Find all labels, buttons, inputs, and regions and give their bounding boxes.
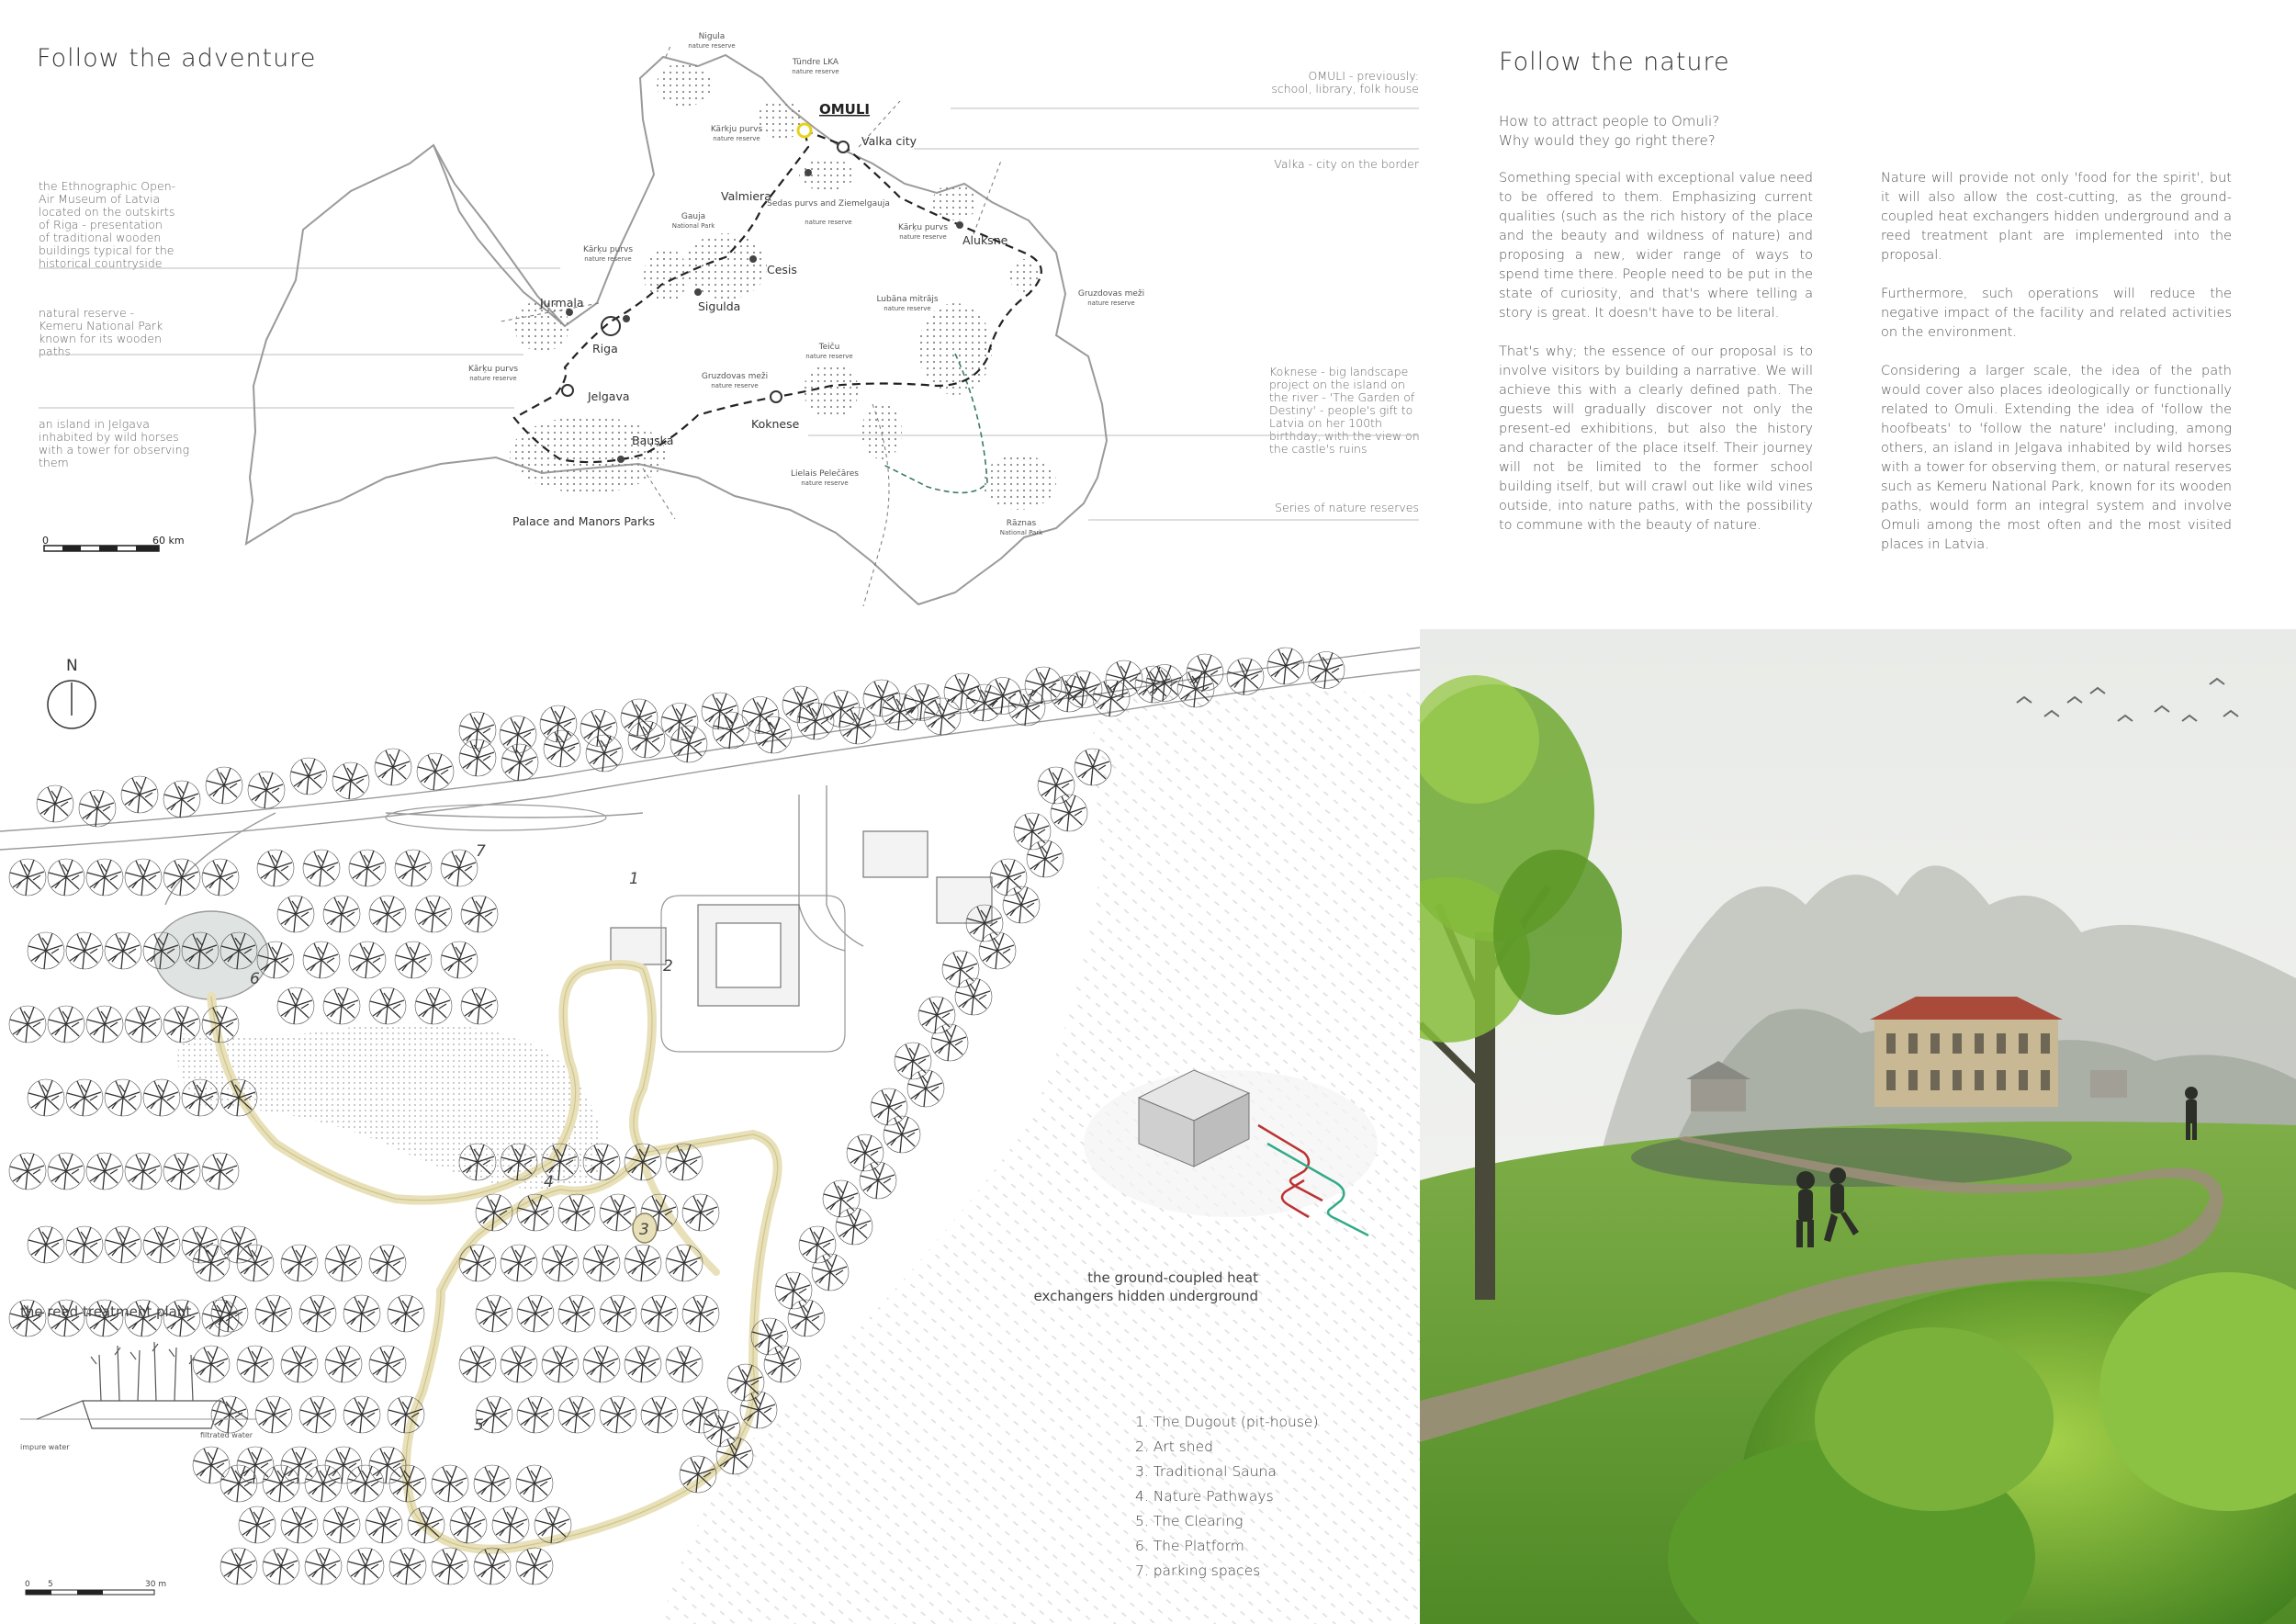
tree-symbol	[713, 712, 749, 749]
tree-symbol	[1025, 667, 1062, 704]
site-scale-c: 30 m	[145, 1580, 167, 1589]
tree-symbol	[501, 1346, 537, 1382]
tree-symbol	[884, 1116, 920, 1153]
tree-symbol	[600, 1194, 636, 1231]
tree-symbol	[125, 859, 162, 896]
tree-symbol	[303, 850, 340, 886]
tree-symbol	[323, 1506, 360, 1543]
legend-item-1: 1. The Dugout (pit-house)	[1135, 1414, 1319, 1430]
legend-item-2: 2. Art shed	[1135, 1438, 1213, 1455]
tree-symbol	[764, 1346, 801, 1382]
tree-symbol	[281, 1506, 318, 1543]
questions	[1499, 112, 1802, 151]
city-riga: Riga	[592, 342, 618, 355]
reserve-pelecares: Lielais Pelečāres	[791, 469, 859, 479]
tree-symbol	[666, 1346, 703, 1382]
pond	[1631, 1128, 2072, 1187]
tree-symbol	[257, 850, 294, 886]
omuli-label: OMULI	[819, 101, 870, 118]
tree-symbol	[625, 1346, 661, 1382]
tree-symbol	[415, 987, 452, 1024]
tree-symbol	[904, 684, 940, 721]
tree-symbol	[125, 1153, 162, 1190]
site-number-2: 2	[663, 957, 673, 976]
reserve-tundre-kind: nature reserve	[792, 68, 839, 75]
tree-symbol	[105, 1226, 141, 1263]
tree-symbol	[347, 1465, 384, 1502]
tree-symbol	[28, 932, 64, 969]
reserve-sedas-kind: nature reserve	[805, 219, 852, 226]
tree-symbol	[558, 1194, 595, 1231]
tree-symbol	[86, 1006, 123, 1043]
map-scale-zero: 0	[42, 535, 49, 547]
tree-symbol	[583, 1245, 620, 1281]
tree-symbol	[48, 1153, 84, 1190]
tree-symbol	[1106, 660, 1142, 697]
paragraph-1: Something special with exceptional value need to be offered to them. Emphasizing current qualities (such as the rich history of the place and the beauty and wildness of nature) and proposing a new, wider range of ways to spend time there. People need to be put in the state of curiosity, and that's where telling a story is great. It doesn't have to be literal.	[1499, 171, 1813, 321]
tree-symbol	[325, 1447, 362, 1483]
tree-symbol	[105, 1079, 141, 1116]
legend-item-3: 3. Traditional Sauna	[1135, 1463, 1277, 1480]
tree-symbol	[9, 1153, 46, 1190]
tree-symbol	[66, 1226, 103, 1263]
tree-symbol	[459, 1245, 496, 1281]
tree-symbol	[907, 1070, 944, 1107]
tree-symbol	[542, 1346, 579, 1382]
site-number-7: 7	[476, 842, 486, 861]
city-valka: Valka city	[861, 134, 917, 148]
city-koknese: Koknese	[751, 417, 800, 431]
tree-symbol	[474, 1465, 511, 1502]
north-label: N	[66, 657, 78, 675]
tree-symbol	[408, 1506, 445, 1543]
tree-symbol	[281, 1346, 318, 1382]
tree-symbol	[349, 942, 386, 978]
map-scale-bar	[42, 535, 185, 551]
note-kemeru: natural reserve - Kemeru National Park known for its wooden paths	[39, 306, 163, 358]
tree-symbol	[918, 997, 955, 1033]
tree-symbol	[492, 1506, 529, 1543]
reserve-nigula-kind: nature reserve	[688, 42, 736, 50]
tree-symbol	[944, 673, 981, 710]
site-number-6: 6	[250, 970, 260, 988]
tree-symbol	[459, 1346, 496, 1382]
nature-reserve-areas	[510, 62, 1056, 510]
tree-symbol	[255, 1295, 292, 1332]
tree-symbol	[303, 942, 340, 978]
tree-symbol	[621, 699, 658, 736]
reserve-karku-c: Kārķu purvs	[467, 365, 519, 374]
question-2: Why would they go right there?	[1499, 132, 1716, 149]
tree-symbol	[9, 1006, 46, 1043]
tree-symbol	[985, 678, 1021, 715]
tree-symbol	[332, 762, 369, 799]
tree-symbol	[415, 896, 452, 932]
tree-symbol	[836, 1208, 872, 1245]
tree-symbol	[775, 1272, 812, 1309]
tree-symbol	[395, 942, 432, 978]
legend-item-4: 4. Nature Pathways	[1135, 1488, 1274, 1505]
tree-symbol	[955, 978, 992, 1015]
reed-label: the reed treatment plant	[20, 1303, 192, 1320]
tree-symbol	[79, 790, 116, 827]
tree-symbol	[323, 987, 360, 1024]
tree-symbol	[600, 1295, 636, 1332]
reed-out-label: filtrated water	[200, 1431, 253, 1439]
tree-symbol	[641, 1396, 678, 1433]
tree-symbol	[641, 1295, 678, 1332]
site-scale-a: 0	[25, 1580, 30, 1589]
tree-symbol	[105, 932, 141, 969]
tree-symbol	[220, 1465, 257, 1502]
tree-symbol	[237, 1245, 274, 1281]
tree-symbol	[544, 730, 580, 767]
tree-symbol	[86, 859, 123, 896]
tree-symbol	[9, 859, 46, 896]
tree-symbol	[369, 987, 406, 1024]
tree-symbol	[395, 850, 432, 886]
tree-symbol	[476, 1295, 512, 1332]
tree-symbol	[299, 1396, 336, 1433]
tree-symbol	[248, 772, 285, 808]
note-nature-reserves: Series of nature reserves	[1275, 501, 1419, 514]
tree-symbol	[812, 1254, 849, 1291]
tree-symbol	[860, 1162, 896, 1199]
site-scale-b: 5	[48, 1580, 53, 1589]
map-scale-max: 60 km	[152, 535, 185, 547]
tree-symbol	[163, 1153, 200, 1190]
tree-symbol	[517, 1295, 554, 1332]
tree-symbol	[143, 1226, 180, 1263]
reserve-gruzdovas-a-kind: nature reserve	[1087, 299, 1135, 307]
main-route	[514, 130, 1041, 462]
tree-symbol	[755, 716, 792, 753]
tree-symbol	[143, 1079, 180, 1116]
tree-symbol	[305, 1465, 342, 1502]
city-valmiera: Valmiera	[721, 189, 771, 203]
tree-symbol	[277, 987, 314, 1024]
tree-symbol	[237, 1346, 274, 1382]
reserve-karkju-kind: nature reserve	[713, 135, 760, 142]
tree-symbol	[281, 1245, 318, 1281]
tree-symbol	[202, 859, 239, 896]
reserve-pelecares-kind: nature reserve	[801, 479, 849, 487]
tree-symbol	[788, 1300, 825, 1336]
tree-symbol	[388, 1295, 424, 1332]
tree-symbol	[703, 1410, 740, 1447]
site-number-3: 3	[639, 1221, 649, 1239]
nature-title: Follow the nature	[1499, 48, 1730, 76]
tree-symbol	[66, 1079, 103, 1116]
tree-symbol	[347, 1548, 384, 1585]
tree-symbol	[305, 1548, 342, 1585]
tree-symbol	[895, 1043, 931, 1079]
tree-symbol	[202, 1153, 239, 1190]
tree-symbol	[558, 1396, 595, 1433]
reserve-karku-b-kind: nature reserve	[584, 255, 632, 263]
tree-symbol	[501, 1245, 537, 1281]
tree-symbol	[323, 896, 360, 932]
site-scale-bar	[25, 1580, 166, 1595]
paragraph-4: Furthermore, such operations will reduce the negative impact of the facility and related activities on the environment.	[1881, 287, 2232, 340]
text-column-1	[1499, 169, 1813, 536]
reserve-karkju: Kärkju purvs	[710, 125, 763, 134]
paragraph-2: That's why; the essence of our proposal is to involve visitors by building a narrative. We will achieve this with a clearly defined path. The guests will gradually discover not only the present-ed exhibitions, but also the history and character of the place itself. Their journey will not be limited to the former school building itself, but will crawl out like wild vines outside, into nature paths, with the possibility to commune with the beauty of nature.	[1499, 344, 1813, 533]
reserve-gauja: Gauja	[681, 212, 706, 221]
reserve-teicu-kind: nature reserve	[805, 353, 853, 360]
tree-symbol	[516, 1465, 553, 1502]
tree-symbol	[517, 1396, 554, 1433]
tree-symbol	[500, 716, 536, 753]
tree-symbol	[661, 704, 698, 740]
tree-symbol	[441, 942, 478, 978]
tree-symbol	[86, 1153, 123, 1190]
tree-symbol	[742, 697, 779, 734]
city-jelgava: Jelgava	[588, 389, 630, 403]
landscape-render	[1420, 629, 2296, 1624]
tree-symbol	[366, 1506, 402, 1543]
tree-symbol	[299, 1295, 336, 1332]
note-koknese: Koknese - big landscape project on the island on the river - 'The Garden of Destiny' - people's gift to Latvia on her 100th birthday, with the view on the castle's ruins	[1269, 365, 1420, 456]
tree-symbol	[263, 1465, 299, 1502]
reserve-sedas: Sedas purvs and Ziemelgauja	[767, 199, 890, 209]
tree-symbol	[558, 1295, 595, 1332]
question-1: How to attract people to Omuli?	[1499, 113, 1720, 130]
tree-symbol	[369, 1245, 406, 1281]
tree-symbol	[375, 749, 411, 785]
tree-symbol	[1014, 813, 1051, 850]
tree-symbol	[666, 1245, 703, 1281]
tree-symbol	[290, 758, 327, 795]
tree-symbol	[1308, 652, 1345, 689]
paragraph-5: Considering a larger scale, the idea of the path would cover also places ideologically or functionally related to Omuli. Extending the idea of 'follow the hoofbeats' to 'follow the nature' including, among others, an island in Jelgava inhabited by wild horses with a tower for observing them, or natural reserves such as Kemeru National Park, known for its wooden paths, would form an integral system and involve Omuli among the most often and the most visited places in Latvia.	[1881, 364, 2232, 552]
note-omuli: OMULI - previously: school, library, folk house	[1271, 69, 1419, 96]
tree-symbol	[441, 850, 478, 886]
tree-symbol	[193, 1346, 230, 1382]
tree-symbol	[542, 1245, 579, 1281]
reserve-nigula: Nigula	[698, 32, 726, 41]
tree-symbol	[1003, 886, 1040, 923]
tree-symbol	[163, 859, 200, 896]
tree-symbol	[193, 1447, 230, 1483]
tree-symbol	[369, 896, 406, 932]
tree-symbol	[48, 859, 84, 896]
tree-symbol	[516, 1548, 553, 1585]
tree-symbol	[740, 1392, 777, 1428]
latvia-route-map	[0, 0, 1433, 634]
site-number-4: 4	[544, 1173, 554, 1191]
tree-symbol	[459, 712, 496, 749]
reserve-raznas: Rāznas	[1006, 519, 1037, 528]
tree-symbol	[349, 850, 386, 886]
note-jelgava-island: an island in Jelgava inhabited by wild horses with a tower for observing them	[39, 417, 190, 469]
tree-symbol	[823, 1180, 860, 1217]
tree-symbol	[450, 1506, 487, 1543]
tree-symbol	[325, 1346, 362, 1382]
tree-symbol	[600, 1396, 636, 1433]
tree-symbol	[979, 932, 1016, 969]
reserve-lubana-kind: nature reserve	[884, 305, 931, 312]
tree-symbol	[682, 1194, 719, 1231]
tree-symbol	[702, 693, 738, 729]
tree-symbol	[586, 735, 623, 772]
leader-lines	[39, 108, 1419, 520]
legend-item-6: 6. The Platform	[1135, 1538, 1244, 1554]
tree-symbol	[389, 1548, 426, 1585]
omuli-marker	[798, 124, 811, 137]
paragraph-3: Nature will provide not only 'food for the spirit', but it will also allow the cost-cutting, as the ground-coupled heat exchangers hidden underground and a reed treatment plant are implemented into the proposal.	[1881, 171, 2232, 263]
tree-symbol	[28, 1226, 64, 1263]
reserve-tundre: Tündre LKA	[792, 58, 839, 67]
note-valka: Valka - city on the border	[1274, 157, 1419, 171]
tree-symbol	[163, 1006, 200, 1043]
tree-symbol	[1227, 659, 1264, 695]
reserve-teicu: Teiču	[818, 343, 840, 352]
tree-symbol	[990, 859, 1027, 896]
tree-symbol	[461, 896, 498, 932]
reserve-gruzdovas-b-kind: nature reserve	[711, 382, 759, 389]
tree-symbol	[343, 1396, 380, 1433]
note-open-air-museum: the Ethnographic Open-Air Museum of Latvia located on the outskirts of Riga - presentation of traditional wooden buildings typical for the historical countryside	[39, 179, 176, 270]
tree-symbol	[501, 744, 538, 781]
tree-symbol	[799, 1226, 836, 1263]
reed-diagram	[20, 1342, 257, 1428]
reserve-gruzdovas-a: Gruzdovas meži	[1077, 289, 1145, 299]
tree-symbol	[343, 1295, 380, 1332]
tree-symbol	[121, 776, 158, 813]
site-number-5: 5	[474, 1416, 484, 1435]
city-cesis: Cesis	[767, 263, 797, 276]
tree-symbol	[459, 739, 496, 776]
tree-symbol	[66, 932, 103, 969]
reserve-raznas-kind: National Park	[999, 529, 1043, 536]
tree-symbol	[432, 1548, 468, 1585]
reed-in-label: impure water	[20, 1443, 70, 1451]
reserve-karku-b: Kārķu purvs	[582, 245, 634, 254]
heat-label-line1: the ground-coupled heat	[1087, 1269, 1258, 1286]
tree-symbol	[461, 987, 498, 1024]
tree-symbol	[847, 1134, 884, 1171]
legend-item-5: 5. The Clearing	[1135, 1513, 1244, 1529]
tree-symbol	[583, 1346, 620, 1382]
tree-symbol	[325, 1245, 362, 1281]
parks-label: Palace and Manors Parks	[512, 514, 655, 528]
tree-symbol	[871, 1088, 907, 1125]
tree-symbol	[220, 1548, 257, 1585]
tree-symbol	[239, 1506, 276, 1543]
tree-symbol	[48, 1006, 84, 1043]
reserve-karku-c-kind: nature reserve	[469, 375, 517, 382]
tree-symbol	[163, 781, 200, 818]
city-bauska: Bauska	[632, 434, 674, 447]
city-sigulda: Sigulda	[698, 299, 741, 313]
reserve-gauja-kind: National Park	[671, 222, 715, 230]
city-aluksne: Aluksne	[962, 233, 1008, 247]
tree-symbol	[942, 951, 979, 987]
tree-symbol	[628, 721, 665, 758]
tree-symbol	[37, 785, 73, 822]
tree-symbol	[125, 1006, 162, 1043]
text-column-2	[1881, 169, 2232, 555]
tree-symbol	[682, 1295, 719, 1332]
legend-item-7: 7. parking spaces	[1135, 1562, 1261, 1579]
tree-symbol	[1267, 648, 1304, 684]
tree-symbol	[966, 684, 1003, 721]
heat-label-line2: exchangers hidden underground	[1033, 1288, 1258, 1304]
tree-symbol	[931, 1024, 968, 1061]
tree-symbol	[211, 1396, 248, 1433]
tree-symbol	[277, 896, 314, 932]
tree-symbol	[432, 1465, 468, 1502]
tree-symbol	[281, 1447, 318, 1483]
buildings	[611, 831, 992, 1006]
tree-symbol	[263, 1548, 299, 1585]
reserve-karku-a-kind: nature reserve	[899, 233, 947, 241]
city-jurmala: Jurmala	[540, 296, 584, 310]
site-legend	[1135, 1410, 1319, 1584]
tree-symbol	[682, 1396, 719, 1433]
tree-symbol	[369, 1447, 406, 1483]
tree-symbol	[625, 1245, 661, 1281]
tree-symbol	[670, 726, 707, 762]
tree-symbol	[417, 753, 454, 790]
reserve-gruzdovas-b: Gruzdovas meži	[701, 372, 769, 381]
tree-symbol	[28, 1079, 64, 1116]
tree-symbol	[369, 1346, 406, 1382]
tree-symbol	[1038, 767, 1075, 804]
tree-symbol	[1051, 795, 1087, 831]
tree-symbol	[206, 767, 242, 804]
reserve-karku-a: Kārķu purvs	[897, 223, 949, 232]
reserve-lubana: Lubāna mitrājs	[876, 295, 939, 304]
north-arrow	[48, 657, 96, 728]
tree-symbol	[255, 1396, 292, 1433]
tree-symbol	[1027, 840, 1064, 877]
adventure-title: Follow the adventure	[37, 44, 317, 73]
site-number-1: 1	[629, 870, 639, 888]
